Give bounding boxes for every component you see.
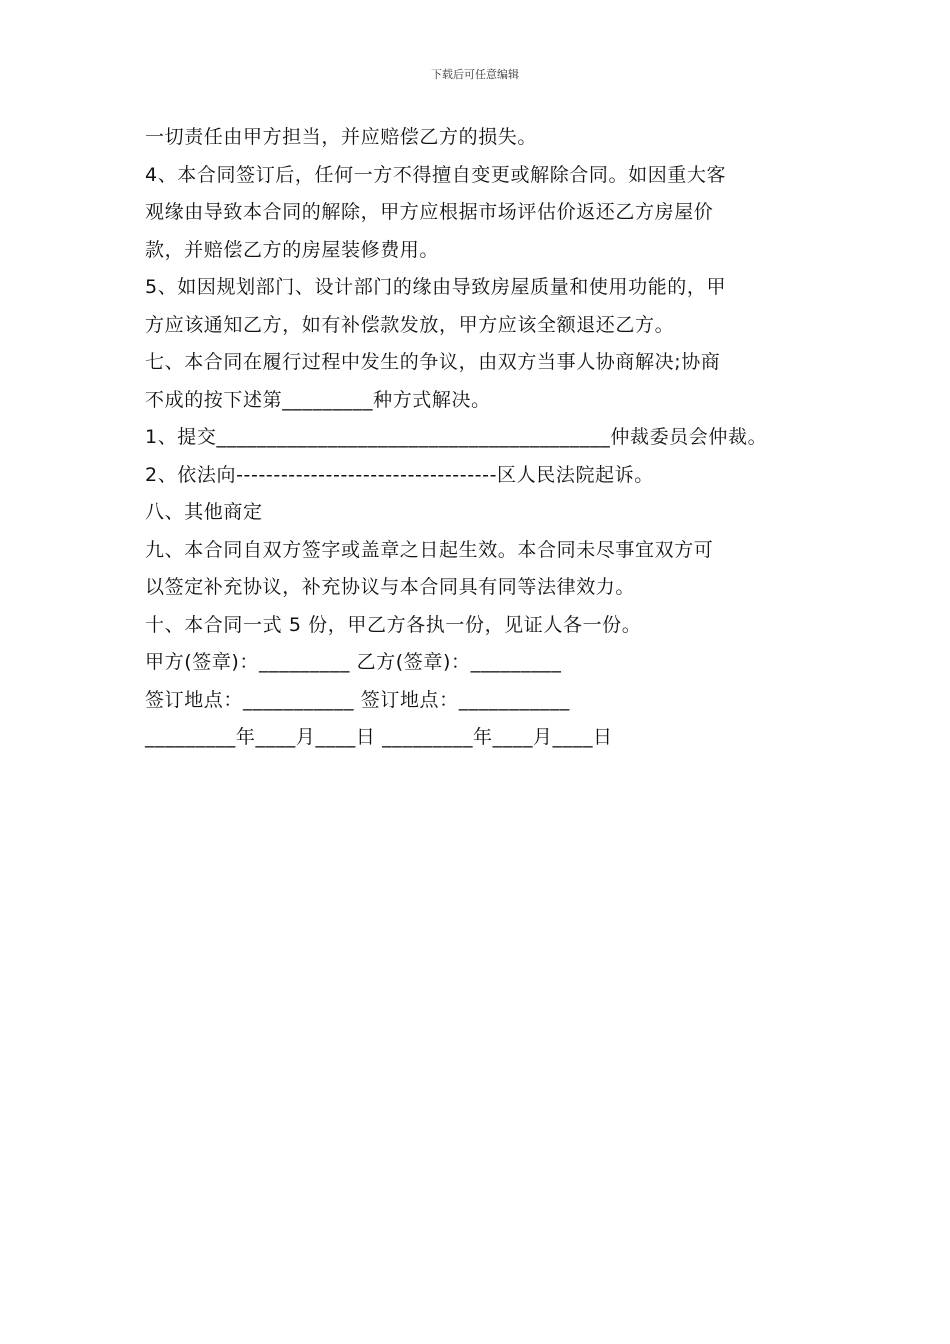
text-line-7: 七、本合同在履行过程中发生的争议，由双方当事人协商解决;协商	[145, 351, 721, 373]
text-line-8: 不成的按下述第_________种方式解决。	[145, 388, 491, 411]
signing-place-line: 签订地点：___________ 签订地点：___________	[145, 688, 570, 711]
text-line-4: 款，并赔偿乙方的房屋装修费用。	[145, 238, 440, 261]
text-line-3: 观缘由导致本合同的解除，甲方应根据市场评估价返还乙方房屋价	[145, 201, 714, 223]
text-line-13: 以签定补充协议，补充协议与本合同具有同等法律效力。	[145, 576, 636, 598]
text-line-11: 八、其他商定	[145, 501, 263, 523]
text-line-2: 4、本合同签订后，任何一方不得擅自变更或解除合同。如因重大客	[145, 163, 727, 186]
text-line-14: 十、本合同一式 5 份，甲乙方各执一份，见证人各一份。	[145, 613, 642, 636]
text-line-5: 5、如因规划部门、设计部门的缘由导致房屋质量和使用功能的，甲	[145, 276, 727, 298]
text-line-1: 一切责任由甲方担当，并应赔偿乙方的损失。	[145, 126, 538, 148]
date-line: _________年____月____日 _________年____月____日	[145, 726, 613, 748]
text-line-10: 2、依法向-----------------------------------区人民法院起诉。	[145, 463, 654, 486]
header-note: 下载后可任意编辑	[431, 68, 519, 81]
text-line-12: 九、本合同自双方签字或盖章之日起生效。本合同未尽事宜双方可	[145, 538, 714, 561]
document-body	[145, 119, 820, 757]
signature-line: 甲方(签章)：_________ 乙方(签章)：_________	[145, 651, 562, 673]
text-line-9: 1、提交_______________________________________仲裁委员会仲裁。	[145, 426, 768, 448]
text-line-6: 方应该通知乙方，如有补偿款发放，甲方应该全额退还乙方。	[145, 313, 675, 336]
